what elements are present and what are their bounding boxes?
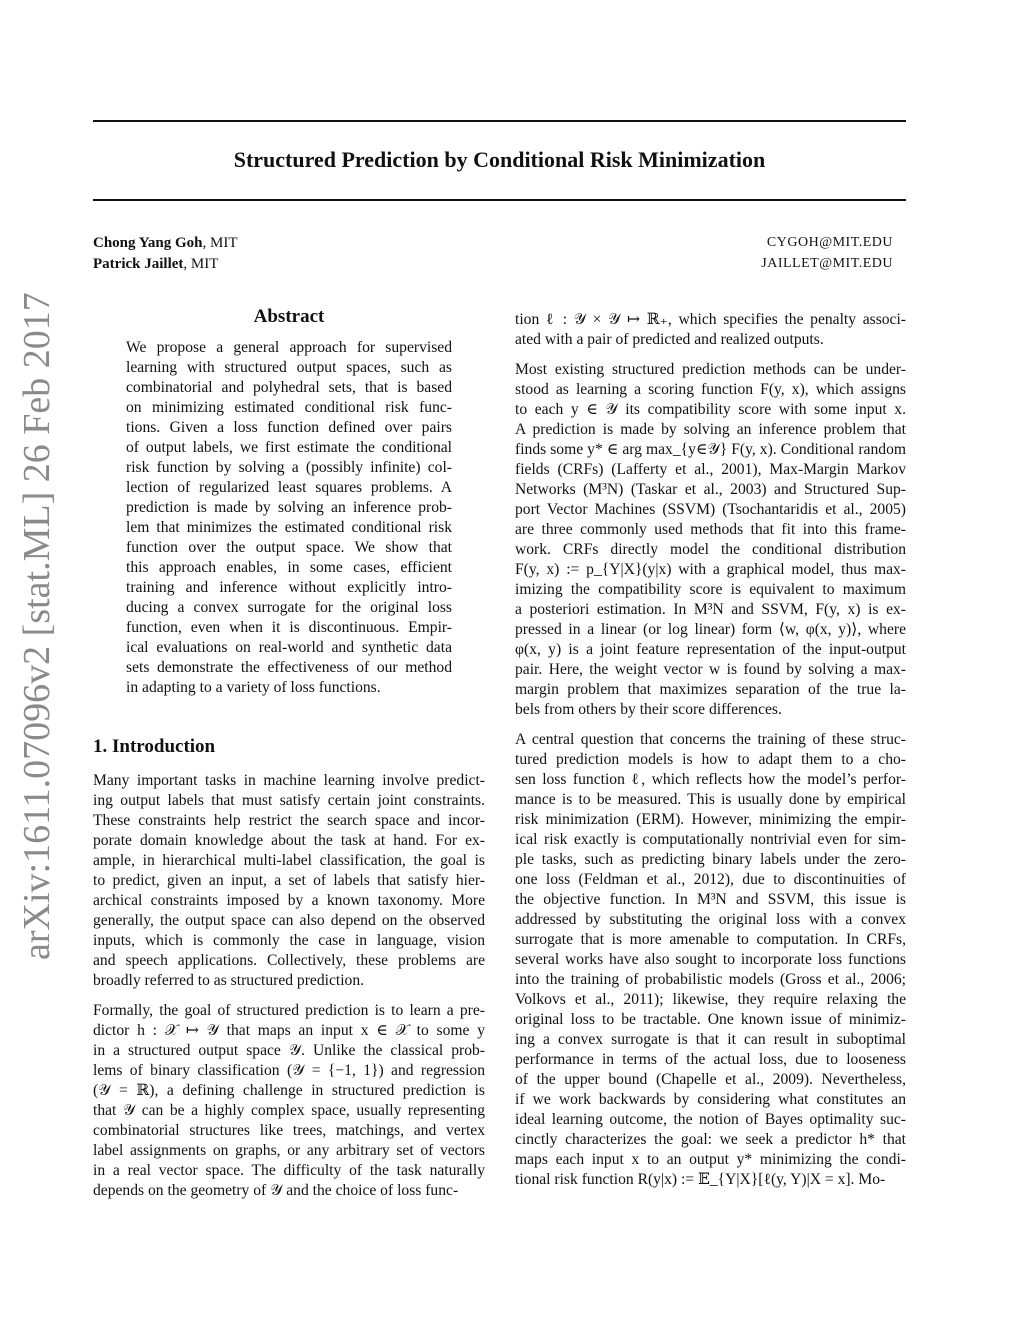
intro-paragraph (93, 771, 485, 991)
text-line: fields (CRFs) (Lafferty et al., 2001), Max-Margin Markov (515, 461, 906, 478)
text-line: that 𝒴 can be a highly complex space, usually representing (93, 1102, 485, 1119)
text-line: pressed in a linear (or log linear) form ⟨w, φ(x, y)⟩, where (515, 621, 906, 638)
author-row (93, 235, 893, 252)
text-line: to predict, given an input, a set of labels that satisfy hier- (93, 872, 485, 889)
top-rule (93, 120, 906, 122)
text-line: broadly referred to as structured prediction. (93, 972, 365, 989)
author-affiliation: , MIT (202, 235, 238, 251)
text-line: imizing the compatibility score is equivalent to maximum (515, 581, 906, 598)
introduction-heading: 1. Introduction (93, 736, 216, 757)
text-line: ample, in hierarchical multi-label classification, the goal is (93, 852, 485, 869)
text-line: the objective function. In M³N and SSVM, this issue is (515, 891, 906, 908)
text-line: a posteriori estimation. In M³N and SSVM, F(y, x) is ex- (515, 601, 906, 618)
text-line: cinctly characterizes the goal: we seek a predictor h* that (515, 1131, 906, 1148)
author-name: Chong Yang Goh (93, 235, 203, 251)
text-line: Formally, the goal of structured prediction is to learn a pre- (93, 1002, 485, 1019)
text-line: (𝒴 = ℝ), a defining challenge in structured prediction is (93, 1082, 485, 1099)
text-line: to each y ∈ 𝒴 its compatibility score with some input x. (515, 401, 906, 418)
author-affiliation: , MIT (183, 256, 219, 272)
author-row (93, 256, 893, 273)
abstract-heading: Abstract (253, 306, 325, 327)
text-line: mance is to be measured. This is usually done by empirical (515, 791, 906, 808)
text-line: inputs, which is commonly the case in language, vision (93, 932, 485, 949)
text-line: lem that minimizes the estimated conditional risk (126, 519, 452, 536)
text-line: tional risk function R(y|x) := 𝔼_{Y|X}[ℓ(y, Y)|X = x]. Mo- (515, 1171, 886, 1188)
text-line: ducing a convex surrogate for the original loss (126, 599, 452, 616)
text-line: sets demonstrate the effectiveness of our method (126, 659, 452, 676)
text-line: A central question that concerns the training of these struc- (515, 731, 906, 748)
text-line: Most existing structured prediction methods can be under- (515, 361, 906, 378)
text-line: label assignments on graphs, or any arbitrary set of vectors (93, 1142, 485, 1159)
text-line: work. CRFs directly model the conditional distribution (515, 541, 906, 558)
text-line: We propose a general approach for supervised (126, 339, 452, 356)
title-bottom-rule (93, 199, 906, 201)
text-line: combinatorial and polyhedral sets, that is based (126, 379, 452, 396)
text-line: are three commonly used methods that fit into this frame- (515, 521, 906, 538)
text-line: dictor h : 𝒳 ↦ 𝒴 that maps an input x ∈ 𝒳 to some y (93, 1022, 485, 1039)
text-line: depends on the geometry of 𝒴 and the choice of loss func- (93, 1182, 459, 1199)
text-line: lection of regularized least squares problems. A (126, 479, 452, 496)
body-paragraph (515, 310, 906, 350)
text-line: Volkovs et al., 2011); likewise, they require relaxing the (515, 991, 906, 1008)
text-line: These constraints help restrict the search space and incor- (93, 812, 485, 829)
text-line: function, even when it is discontinuous. Empir- (126, 619, 452, 636)
text-line: surrogate that is more amenable to computation. In CRFs, (515, 931, 906, 948)
text-line: learning with structured output spaces, such as (126, 359, 452, 376)
text-line: tured prediction models is how to adapt them to a cho- (515, 751, 906, 768)
text-line: addressed by substituting the original loss with a convex (515, 911, 906, 928)
right-column-body (515, 310, 906, 1200)
text-line: of the upper bound (Chapelle et al., 2009). Nevertheless, (515, 1071, 906, 1088)
text-line: maps each input x to an output y* minimizing the condi- (515, 1151, 906, 1168)
text-line: ing a convex surrogate is that it can result in suboptimal (515, 1031, 906, 1048)
text-line: sen loss function ℓ, which reflects how the model’s perfor- (515, 771, 906, 788)
body-paragraph (515, 730, 906, 1190)
text-line: original loss to be tractable. One known issue of minimiz- (515, 1011, 906, 1028)
text-line: training and inference without explicitly intro- (126, 579, 452, 596)
text-line: archical constraints imposed by a known taxonomy. More (93, 892, 485, 909)
text-line: stood as learning a scoring function F(y, x), which assigns (515, 381, 906, 398)
text-line: in a structured output space 𝒴. Unlike the classical prob- (93, 1042, 485, 1059)
text-line: ical risk exactly is computationally nontrivial even for sim- (515, 831, 906, 848)
text-line: combinatorial structures like trees, matchings, and vertex (93, 1122, 485, 1139)
left-column-body (93, 771, 485, 1211)
text-line: ing output labels that must satisfy certain joint constraints. (93, 792, 485, 809)
text-line: function over the output space. We show that (126, 539, 452, 556)
abstract-body (126, 338, 452, 698)
text-line: tions. Given a loss function defined over pairs (126, 419, 452, 436)
text-line: ated with a pair of predicted and realized outputs. (515, 331, 824, 348)
author-email: JAILLET@MIT.EDU (761, 256, 893, 271)
text-line: and speech applications. Collectively, these problems are (93, 952, 485, 969)
text-line: into the training of probabilistic models (Gross et al., 2006; (515, 971, 906, 988)
text-line: port Vector Machines (SSVM) (Tsochantaridis et al., 2005) (515, 501, 906, 518)
text-line: in a real vector space. The difficulty of the task naturally (93, 1162, 485, 1179)
intro-paragraph (93, 1001, 485, 1201)
text-line: performance in terms of the actual loss, due to looseness (515, 1051, 906, 1068)
text-line: one loss (Feldman et al., 2012), due to discontinuities of (515, 871, 906, 888)
text-line: this approach enables, in some cases, efficient (126, 559, 452, 576)
author-name: Patrick Jaillet (93, 256, 184, 272)
text-line: on minimizing estimated conditional risk func- (126, 399, 452, 416)
author-email: CYGOH@MIT.EDU (766, 235, 893, 250)
text-line: tion ℓ : 𝒴 × 𝒴 ↦ ℝ₊, which specifies the penalty associ- (515, 311, 906, 328)
text-line: ical evaluations on real-world and synthetic data (126, 639, 452, 656)
text-line: lems of binary classification (𝒴 = {−1, 1}) and regression (93, 1062, 485, 1079)
text-line: finds some y* ∈ arg max_{y∈𝒴} F(y, x). Conditional random (515, 441, 906, 458)
text-line: ideal learning outcome, the notion of Bayes optimality suc- (515, 1111, 906, 1128)
text-line: prediction is made by solving an inference prob- (126, 499, 452, 516)
arxiv-identifier-stamp: arXiv:1611.07096v2 [stat.ML] 26 Feb 2017 (16, 292, 58, 960)
text-line: porate domain knowledge about the task at hand. For ex- (93, 832, 485, 849)
text-line: risk minimization (ERM). However, minimizing the empir- (515, 811, 906, 828)
body-paragraph (515, 360, 906, 720)
text-line: generally, the output space can also depend on the observed (93, 912, 485, 929)
text-line: φ(x, y) is a joint feature representation of the input-output (515, 641, 906, 658)
text-line: of output labels, we first estimate the conditional (126, 439, 452, 456)
text-line: Networks (M³N) (Taskar et al., 2003) and Structured Sup- (515, 481, 906, 498)
text-line: several works have also sought to incorporate loss functions (515, 951, 906, 968)
text-line: Many important tasks in machine learning involve predict- (93, 772, 485, 789)
text-line: if we work backwards by considering what constitutes an (515, 1091, 906, 1108)
text-line: risk function by solving a (possibly infinite) col- (126, 459, 452, 476)
text-line: pair. Here, the weight vector w is found by solving a max- (515, 661, 906, 678)
text-line: margin problem that maximizes separation of the true la- (515, 681, 906, 698)
text-line: bels from others by their score differences. (515, 701, 782, 718)
text-line: A prediction is made by solving an inference problem that (515, 421, 906, 438)
paper-title: Structured Prediction by Conditional Risk Minimization (233, 147, 766, 172)
text-line: in adapting to a variety of loss functions. (126, 679, 381, 696)
text-line: F(y, x) := p_{Y|X}(y|x) with a graphical model, thus max- (515, 561, 906, 578)
text-line: ple tasks, such as predicting binary labels under the zero- (515, 851, 906, 868)
